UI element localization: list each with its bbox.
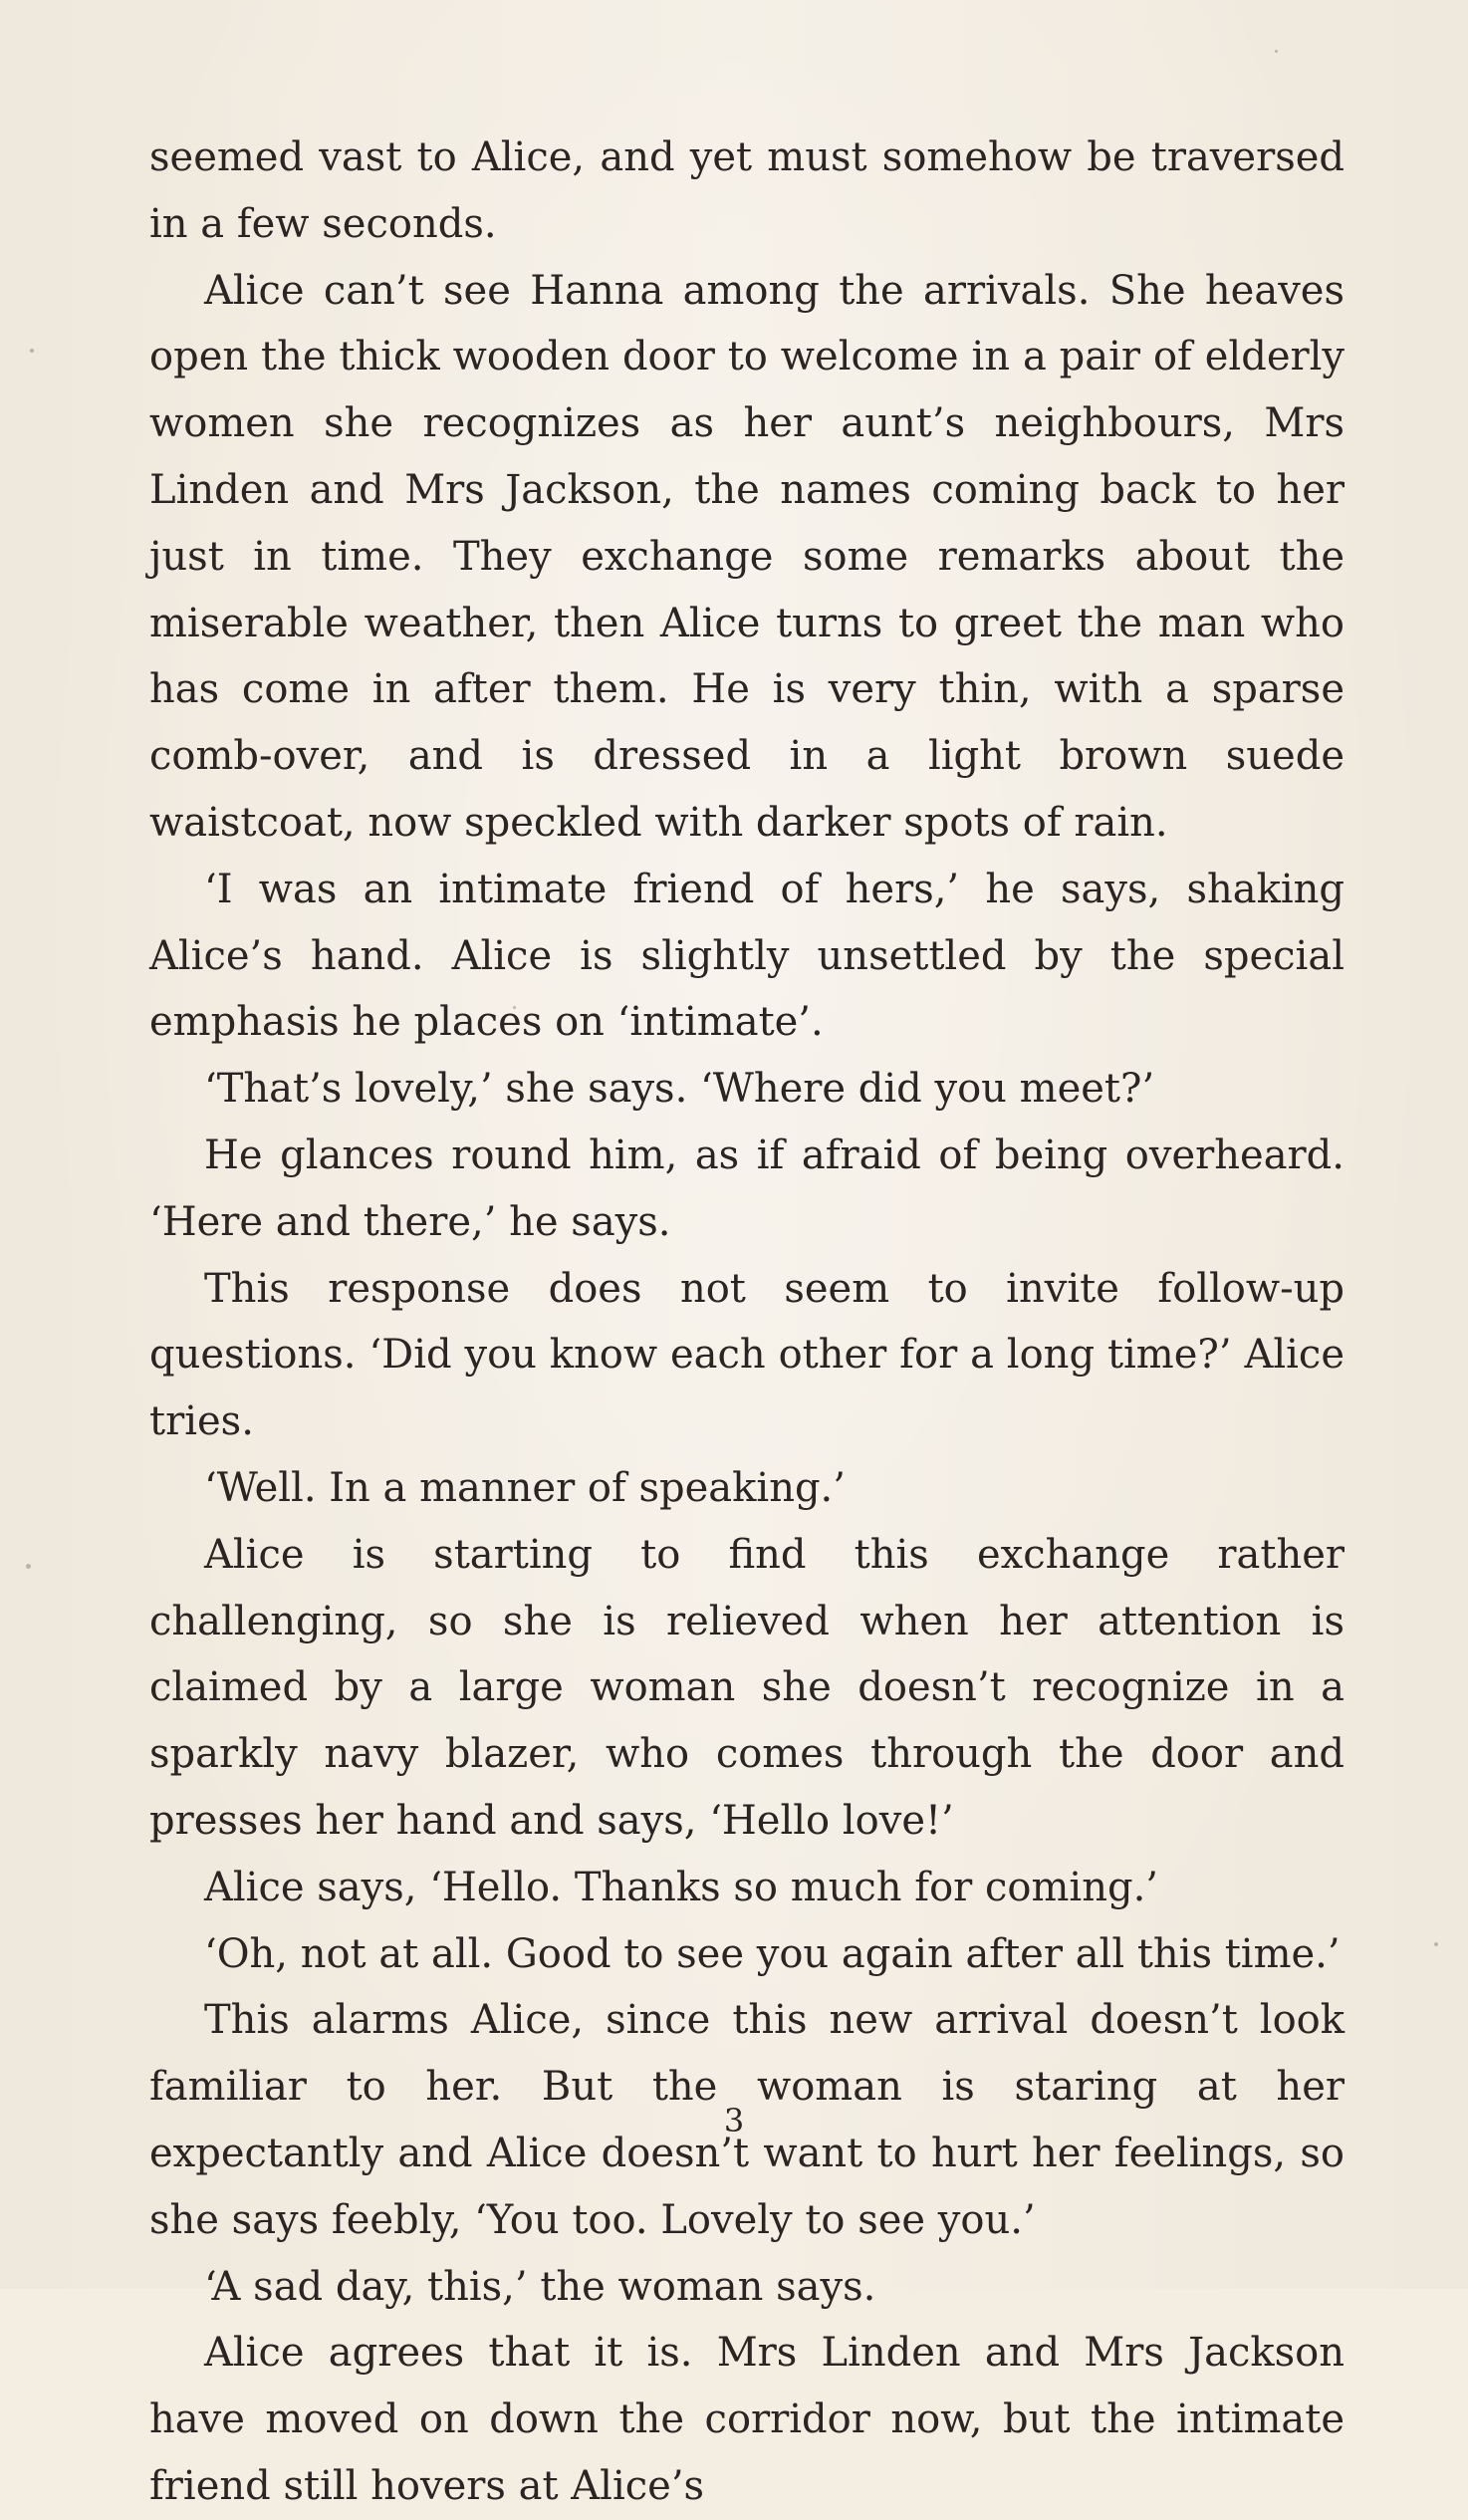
paragraph: ‘Well. In a manner of speaking.’ (204, 1464, 846, 1511)
paragraph: seemed vast to Alice, and yet must somehow be traversed in a few seconds. (149, 134, 1345, 247)
paragraph: He glances round him, as if afraid of being overheard. ‘Here and there,’ he says. (149, 1132, 1345, 1245)
paragraph: ‘That’s lovely,’ she says. ‘Where did you meet?’ (204, 1066, 1155, 1113)
paragraph: Alice agrees that it is. Mrs Linden and Mrs Jackson have moved on down the corridor now, but the intimate friend still hovers at Alice’s (149, 2330, 1345, 2509)
paragraph: ‘A sad day, this,’ the woman says. (204, 2263, 876, 2310)
paragraph: Alice is starting to find this exchange rather challenging, so she is relieved when her attention is claimed by a large woman she doesn’t recognize in a sparkly navy blazer, who comes through the door and presses her hand and says, ‘Hello love!’ (149, 1531, 1345, 1844)
body-text (149, 125, 1345, 2520)
paragraph: ‘Oh, not at all. Good to see you again after all this time.’ (204, 1930, 1341, 1977)
paragraph: ‘I was an intimate friend of hers,’ he says, shaking Alice’s hand. Alice is slightly unsettled by the special emphasis he places on ‘intimate’. (149, 866, 1345, 1046)
paragraph: Alice says, ‘Hello. Thanks so much for coming.’ (204, 1864, 1159, 1910)
page-number: 3 (723, 2102, 745, 2140)
paragraph: This response does not seem to invite follow-up questions. ‘Did you know each other for a long time?’ Alice tries. (149, 1265, 1345, 1445)
paragraph: Alice can’t see Hanna among the arrivals. She heaves open the thick wooden door to welcome in a pair of elderly women she recognizes as her aunt’s neighbours, Mrs Linden and Mrs Jackson, the names coming back to her just in time. They exchange some remarks about the miserable weather, then Alice turns to greet the man who has come in after them. He is very thin, with a sparse comb-over, and is dressed in a light brown suede waistcoat, now speckled with darker spots of rain. (149, 267, 1345, 846)
paragraph: This alarms Alice, since this new arrival doesn’t look familiar to her. But the woman is staring at her expectantly and Alice doesn’t want to hurt her feelings, so she says feebly, ‘You too. Lovely to see you.’ (149, 1997, 1345, 2243)
